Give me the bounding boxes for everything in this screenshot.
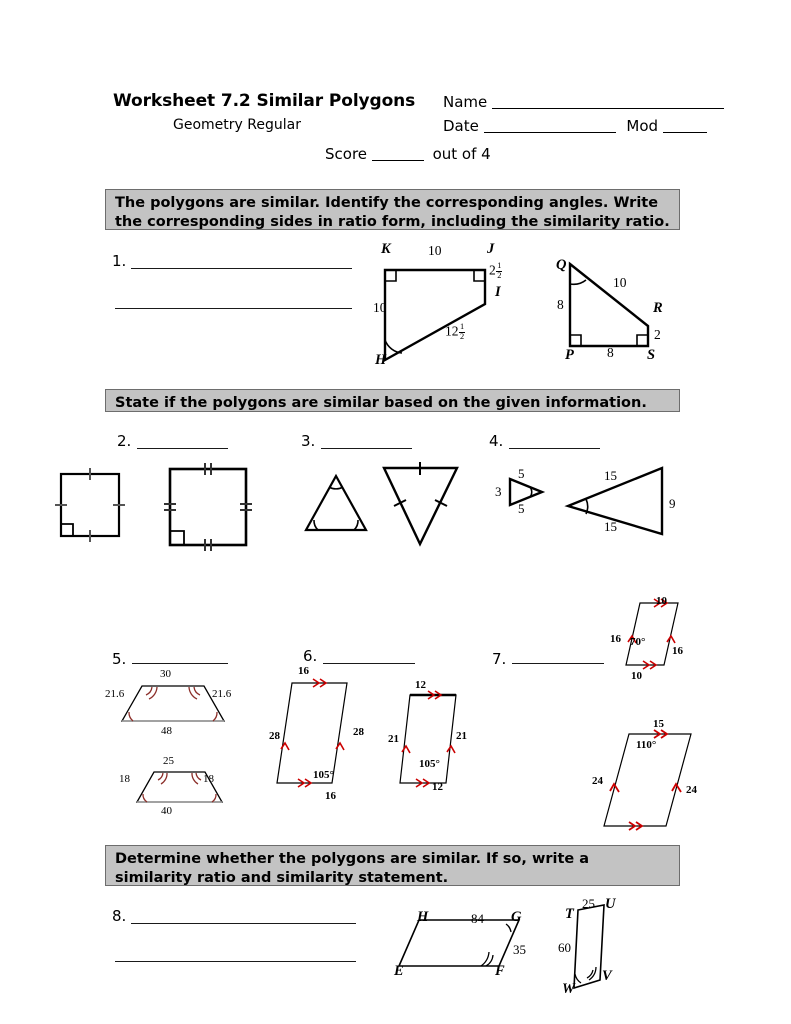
instruction-banner-3: Determine whether the polygons are similar. If so, write a similarity ratio and similarity statement. — [105, 845, 680, 886]
figure-4b-large-triangle — [562, 462, 672, 540]
figure-1b-triangle — [560, 258, 665, 358]
figure-5a-left-length: 21.6 — [105, 688, 125, 700]
figure-6a-left-length: 28 — [269, 730, 280, 742]
figure-6b-angle: 105° — [419, 758, 440, 770]
figure-7b-left-length: 24 — [592, 775, 603, 787]
problem-4-number: 4. — [489, 432, 504, 450]
figure-1a-vertex-I: I — [495, 284, 501, 300]
figure-4b-bottom-length: 15 — [604, 519, 617, 534]
figure-1b-bottom-length: 8 — [607, 345, 614, 360]
figure-8a-vertex-H: H — [417, 909, 429, 925]
figure-8a-vertex-G: G — [511, 909, 522, 925]
figure-6b-left-length: 21 — [388, 733, 399, 745]
figure-1b-vertex-Q: Q — [556, 257, 567, 273]
name-field-row — [443, 93, 724, 111]
figure-2b-large-square — [163, 462, 253, 554]
figure-3a-small-triangle — [300, 470, 372, 540]
figure-7a-parallelogram — [618, 598, 686, 670]
figure-8a-top-length: 84 — [471, 911, 484, 926]
figure-6b-top-length: 12 — [415, 679, 426, 691]
figure-8a-right-length: 35 — [513, 942, 526, 957]
figure-7b-top-length: 15 — [653, 718, 664, 730]
problem-8-answer-line-2[interactable] — [115, 961, 356, 962]
problem-7-number: 7. — [492, 650, 507, 668]
problem-7-answer-line[interactable] — [512, 663, 604, 664]
score-input-blank[interactable] — [372, 160, 424, 161]
score-suffix: out of 4 — [432, 145, 491, 163]
figure-1b-vertex-S: S — [647, 347, 656, 363]
problem-3-answer-line[interactable] — [321, 448, 412, 449]
figure-1b-vertex-P: P — [565, 347, 574, 363]
figure-4a-left-length: 3 — [495, 484, 502, 499]
figure-4a-small-triangle — [504, 473, 546, 511]
score-field-row — [325, 145, 491, 163]
figure-5a-bottom-length: 48 — [161, 725, 172, 737]
figure-4b-top-length: 15 — [604, 468, 617, 483]
problem-2-answer-line[interactable] — [137, 448, 228, 449]
mod-input-blank[interactable] — [663, 132, 707, 133]
score-label: Score — [325, 145, 368, 163]
figure-7b-right-length: 24 — [686, 784, 697, 796]
figure-8b-vertex-U: U — [605, 896, 616, 912]
name-label: Name — [443, 93, 488, 111]
problem-2-number: 2. — [117, 432, 132, 450]
figure-8b-vertex-T: T — [565, 906, 574, 922]
figure-5a-right-length: 21.6 — [212, 688, 232, 700]
figure-1b-hypotenuse-length: 10 — [613, 275, 627, 290]
figure-6b-bottom-length: 12 — [432, 781, 443, 793]
figure-7a-bottom-length: 10 — [631, 670, 642, 682]
figure-8a-vertex-E: E — [394, 963, 404, 979]
problem-4-answer-line[interactable] — [509, 448, 600, 449]
figure-6b-right-length: 21 — [456, 730, 467, 742]
figure-1b-left-length: 8 — [557, 297, 564, 312]
figure-1b-vertex-R: R — [653, 300, 663, 316]
figure-1a-vertex-K: K — [381, 241, 391, 257]
figure-5a-top-length: 30 — [160, 668, 171, 680]
instruction-banner-2: State if the polygons are similar based on the given information. — [105, 389, 680, 412]
figure-5b-top-length: 25 — [163, 755, 174, 767]
figure-1a-left-length: 10 — [373, 300, 387, 315]
date-input-blank[interactable] — [484, 132, 616, 133]
figure-6a-right-length: 28 — [353, 726, 364, 738]
figure-8a-parallelogram — [391, 912, 526, 974]
figure-7a-left-length: 16 — [610, 633, 621, 645]
figure-7a-angle: 70° — [630, 636, 646, 648]
problem-3-number: 3. — [301, 432, 316, 450]
instruction-banner-1: The polygons are similar. Identify the corresponding angles. Write the corresponding sides in ratio form, including the similarity ratio. — [105, 189, 680, 230]
problem-1-answer-line-2[interactable] — [115, 308, 352, 309]
page-title: Worksheet 7.2 Similar Polygons — [113, 91, 416, 111]
figure-8b-top-length: 25 — [582, 896, 595, 911]
figure-2a-small-square — [55, 468, 125, 548]
course-subtitle: Geometry Regular — [173, 117, 301, 133]
figure-8b-left-length: 60 — [558, 940, 571, 955]
figure-4a-bottom-length: 5 — [518, 501, 525, 516]
figure-1b-right-length: 2 — [654, 327, 661, 342]
figure-8a-vertex-F: F — [495, 963, 505, 979]
problem-1-number: 1. — [112, 252, 127, 270]
figure-8b-vertex-W: W — [562, 981, 575, 997]
problem-6-number: 6. — [303, 647, 318, 665]
figure-1a-vertex-J: J — [487, 241, 495, 257]
mod-label: Mod — [626, 117, 659, 135]
figure-7a-top-length: 10 — [656, 595, 667, 607]
figure-5b-bottom-length: 40 — [161, 805, 172, 817]
problem-5-answer-line[interactable] — [132, 663, 228, 664]
figure-1a-right-length: 2 $\frac{1}{2}$ — [489, 261, 502, 280]
problem-8-answer-line-1[interactable] — [131, 923, 356, 924]
figure-1a-hypotenuse-length: 12 $\frac{1}{2}$ — [445, 322, 465, 341]
date-label: Date — [443, 117, 479, 135]
problem-6-answer-line[interactable] — [323, 663, 415, 664]
problem-5-number: 5. — [112, 650, 127, 668]
figure-1a-top-length: 10 — [428, 243, 442, 258]
figure-8b-vertex-V: V — [602, 968, 612, 984]
problem-1-answer-line-1[interactable] — [131, 268, 352, 269]
date-field-row — [443, 117, 707, 135]
figure-1a-vertex-H: H — [375, 352, 387, 368]
figure-4a-top-length: 5 — [518, 466, 525, 481]
figure-7a-right-length: 16 — [672, 645, 683, 657]
figure-1a-quadrilateral — [375, 252, 500, 367]
figure-6a-top-length: 16 — [298, 665, 309, 677]
figure-4b-right-length: 9 — [669, 496, 676, 511]
figure-6a-bottom-length: 16 — [325, 790, 336, 802]
figure-3b-inverted-triangle — [378, 462, 463, 550]
name-input-blank[interactable] — [492, 108, 724, 109]
figure-6a-angle: 105° — [313, 769, 334, 781]
figure-5b-left-length: 18 — [119, 773, 130, 785]
problem-8-number: 8. — [112, 907, 127, 925]
figure-7b-angle: 110° — [636, 739, 657, 751]
figure-5b-right-length: 18 — [203, 773, 214, 785]
